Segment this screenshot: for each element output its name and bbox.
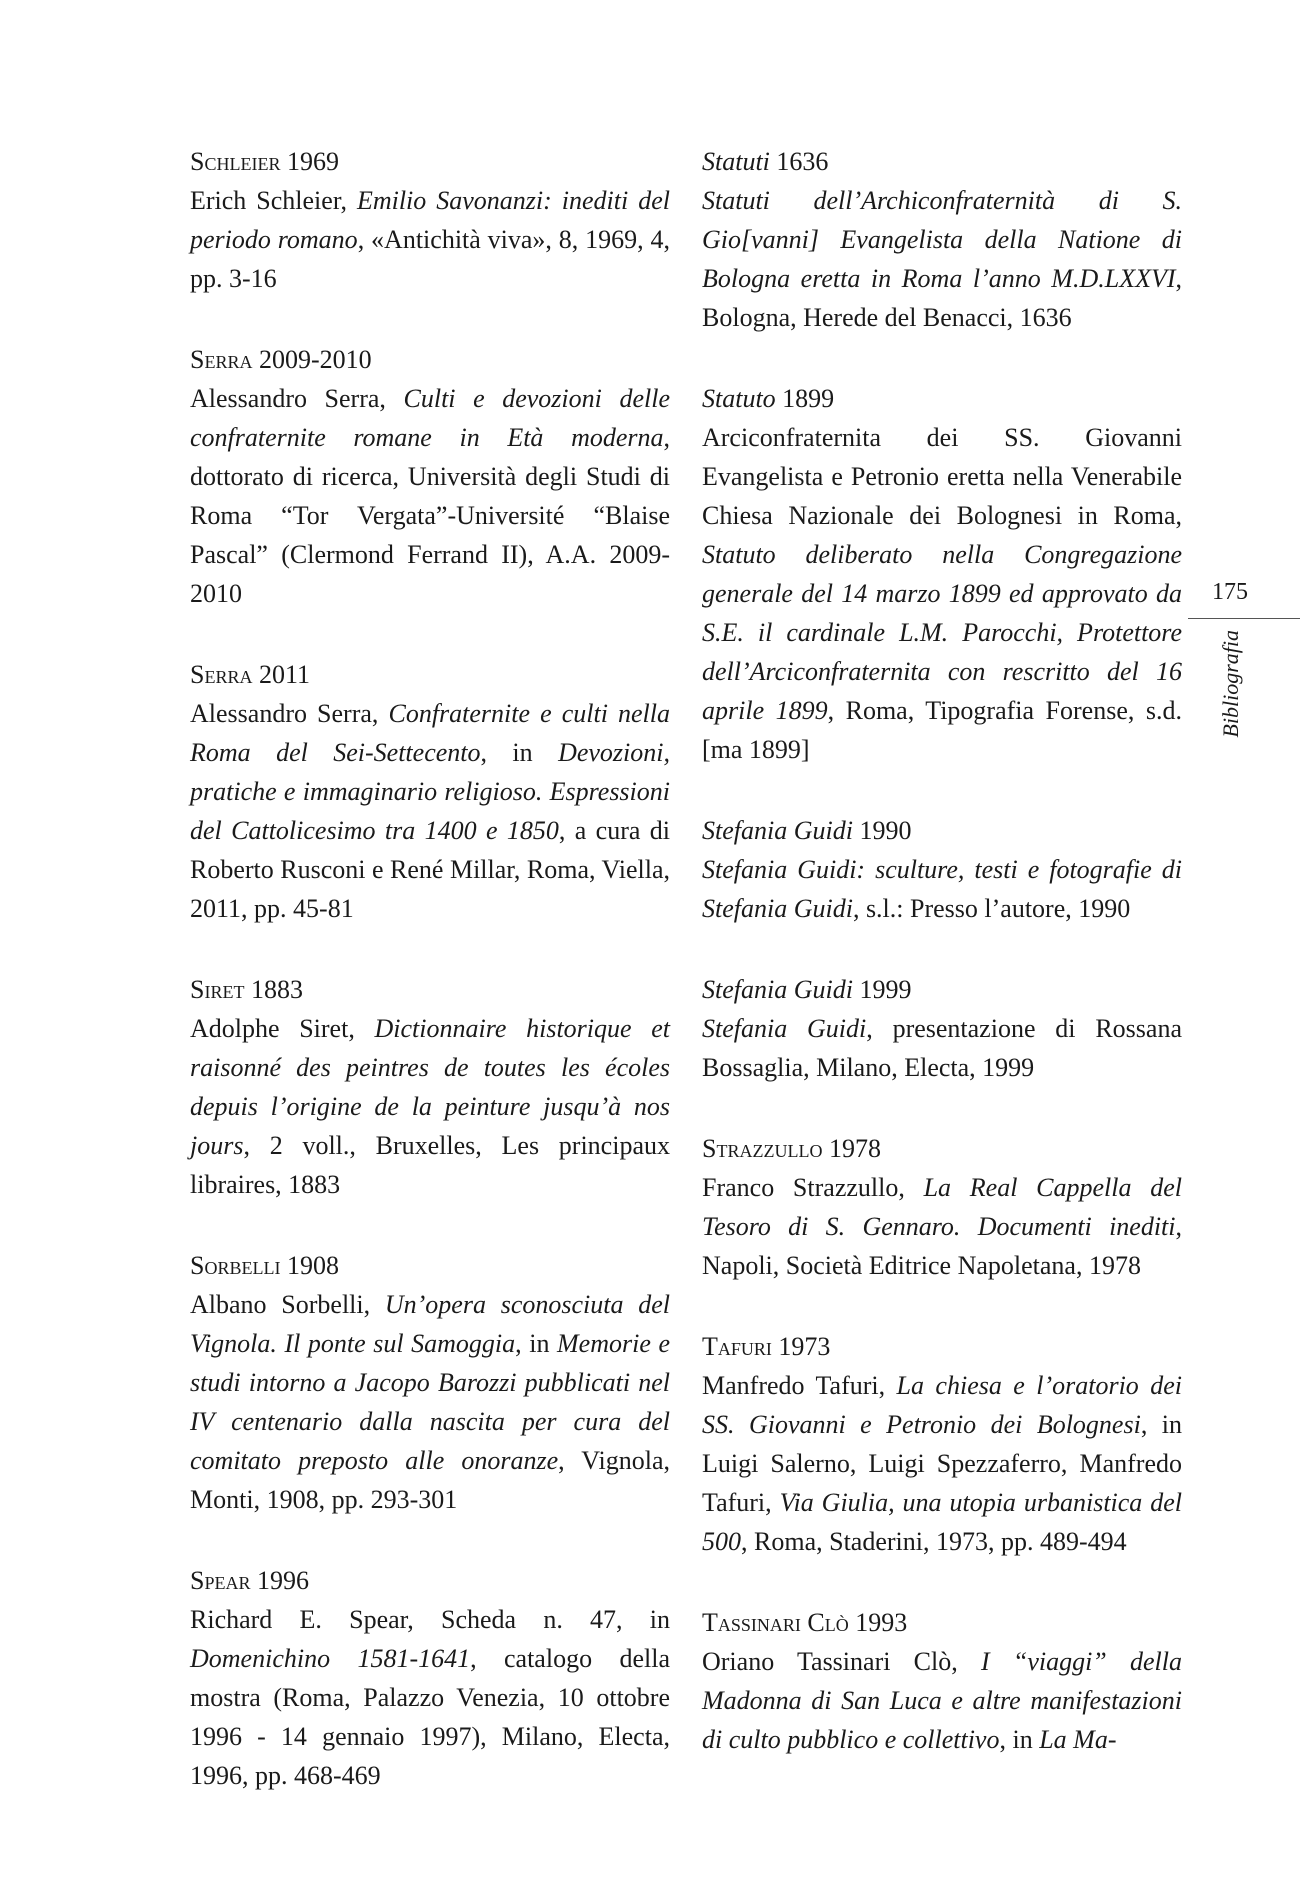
bibliography-entry [702, 1327, 1182, 1561]
text-run: , s.l.: Presso l’autore, 1990 [852, 894, 1131, 923]
entry-head-text: Siret 1883 [190, 975, 303, 1004]
italic-text: Dictionnaire historique et raisonné des peintres de toutes les écoles depuis l’origine de la peinture jusqu’à nos jours [190, 1014, 670, 1160]
text-run: , Bologna, Herede del Benacci, 1636 [702, 264, 1182, 332]
entry-short-title [702, 1129, 1182, 1168]
text-run: Alessandro Serra, [190, 699, 389, 728]
entry-short-title [702, 970, 1182, 1009]
margin-rule [1188, 618, 1300, 619]
bibliography-entry [702, 811, 1182, 928]
entry-citation [702, 418, 1182, 769]
text-run: Albano Sorbelli, [190, 1290, 385, 1319]
entry-short-title [702, 1327, 1182, 1366]
entry-citation [702, 1009, 1182, 1087]
entry-citation [702, 1168, 1182, 1285]
italic-text: Devozioni, pratiche e immaginario religioso. Espressioni del Cattolicesimo tra 1400 e 1850 [190, 738, 670, 845]
bibliography-entry [190, 1561, 670, 1795]
text-run: Franco Strazzullo, [702, 1173, 924, 1202]
italic-text: Stefania Guidi [702, 975, 853, 1004]
page-number: 175 [1212, 579, 1248, 605]
text-run: , Napoli, Società Editrice Napoletana, 1978 [702, 1212, 1182, 1280]
text-run: Adolphe Siret, [190, 1014, 375, 1043]
entry-head-text: Tafuri 1973 [702, 1332, 831, 1361]
italic-text: La Ma- [1039, 1725, 1117, 1754]
text-run: , 2 voll., Bruxelles, Les principaux libraires, 1883 [190, 1131, 670, 1199]
entry-short-title [702, 379, 1182, 418]
right-column [702, 142, 1182, 1801]
entry-short-title [190, 970, 670, 1009]
italic-text: Domenichino 1581-1641 [190, 1644, 471, 1673]
text-run: 1636 [769, 147, 829, 176]
text-run: , Roma, Tipografia Forense, s.d. [ma 1899] [702, 696, 1182, 764]
entry-citation [702, 1642, 1182, 1759]
italic-text: Statuto [702, 384, 776, 413]
bibliography-entry [190, 655, 670, 928]
entry-short-title [702, 811, 1182, 850]
text-run: Richard E. Spear, Scheda n. 47, in [190, 1605, 670, 1634]
entry-head-text: Strazzullo 1978 [702, 1134, 881, 1163]
entry-head-text: Spear 1996 [190, 1566, 309, 1595]
entry-head-text: Schleier 1969 [190, 147, 339, 176]
italic-text: Emilio Savonanzi: inediti del periodo romano [190, 186, 670, 254]
text-run: , a cura di Roberto Rusconi e René Millar, Roma, Viella, 2011, pp. 45-81 [190, 816, 670, 923]
text-run: , dottorato di ricerca, Università degli Studi di Roma “Tor Vergata”-Université “Blaise Pascal” (Clermond Ferrand II), A.A. 2009-2010 [190, 423, 670, 608]
entry-citation [190, 379, 670, 613]
italic-text: La chiesa e l’oratorio dei SS. Giovanni e Petronio dei Bolognesi [702, 1371, 1182, 1439]
text-run: Manfredo Tafuri, [702, 1371, 897, 1400]
text-run: Arciconfraternita dei SS. Giovanni Evangelista e Petronio eretta nella Venerabile Chiesa Nazionale dei Bolognesi in Roma, [702, 423, 1182, 530]
bibliography-entry [190, 142, 670, 298]
text-run: Alessandro Serra, [190, 384, 404, 413]
entry-short-title [190, 1561, 670, 1600]
text-run: Erich Schleier, [190, 186, 357, 215]
text-run: , in [480, 738, 559, 767]
entry-short-title [190, 142, 670, 181]
italic-text: Via Giulia, una utopia urbanistica del 500 [702, 1488, 1182, 1556]
entry-citation [190, 181, 670, 298]
entry-citation [190, 694, 670, 928]
italic-text: Un’opera sconosciuta del Vignola. Il ponte sul Samoggia [190, 1290, 670, 1358]
text-run: , «Antichità viva», 8, 1969, 4, pp. 3-16 [190, 225, 671, 293]
entry-head-text: Tassinari Clò 1993 [702, 1608, 908, 1637]
entry-citation [702, 1366, 1182, 1561]
italic-text: Statuti dell’Archiconfraternità di S. Gio[vanni] Evangelista della Natione di Bologna eretta in Roma l’anno M.D.LXXVI [702, 186, 1182, 293]
italic-text: Memorie e studi intorno a Jacopo Barozzi pubblicati nel IV centenario dalla nascita per cura del comitato preposto alle onoranze [190, 1329, 670, 1475]
italic-text: Stefania Guidi: sculture, testi e fotografie di Stefania Guidi [702, 855, 1182, 923]
entry-short-title [190, 655, 670, 694]
text-run: , Vignola, Monti, 1908, pp. 293-301 [190, 1446, 670, 1514]
italic-text: I “viaggi” della Madonna di San Luca e altre manifestazioni di culto pubblico e collettivo [702, 1647, 1182, 1754]
bibliography-entry [190, 340, 670, 613]
text-run: , in [515, 1329, 558, 1358]
entry-short-title [190, 340, 670, 379]
entry-head-text: Serra 2009-2010 [190, 345, 372, 374]
left-column [190, 142, 670, 1837]
entry-short-title [702, 142, 1182, 181]
text-run: 1999 [852, 975, 912, 1004]
italic-text: Stefania Guidi [702, 1014, 867, 1043]
entry-citation [702, 181, 1182, 337]
entry-citation [702, 850, 1182, 928]
entry-citation [190, 1600, 670, 1795]
bibliography-entry [702, 970, 1182, 1087]
text-run: 1899 [775, 384, 835, 413]
italic-text: Statuti [702, 147, 770, 176]
text-run: , in [999, 1725, 1040, 1754]
italic-text: Stefania Guidi [702, 816, 853, 845]
italic-text: Culti e devozioni delle confraternite romane in Età moderna [190, 384, 670, 452]
entry-short-title [702, 1603, 1182, 1642]
entry-short-title [190, 1246, 670, 1285]
bibliography-entry [190, 970, 670, 1204]
bibliography-entry [190, 1246, 670, 1519]
bibliography-entry [702, 379, 1182, 769]
entry-head-text: Sorbelli 1908 [190, 1251, 339, 1280]
italic-text: Statuto deliberato nella Congregazione generale del 14 marzo 1899 ed approvato da S.E. il cardinale L.M. Parocchi, Protettore dell’Arciconfraternita con rescritto del 16 aprile 1899 [702, 540, 1182, 725]
text-run: , Roma, Staderini, 1973, pp. 489-494 [741, 1527, 1127, 1556]
entry-citation [190, 1285, 670, 1519]
italic-text: La Real Cappella del Tesoro di S. Gennaro. Documenti inediti [702, 1173, 1183, 1241]
italic-text: Confraternite e culti nella Roma del Sei-Settecento [190, 699, 670, 767]
bibliography-entry [702, 142, 1182, 337]
entry-citation [190, 1009, 670, 1204]
text-run: , presentazione di Rossana Bossaglia, Milano, Electa, 1999 [702, 1014, 1182, 1082]
text-run: , in Luigi Salerno, Luigi Spezzaferro, Manfredo Tafuri, [702, 1410, 1182, 1517]
running-head: Bibliografia [1218, 630, 1243, 738]
text-run: , catalogo della mostra (Roma, Palazzo Venezia, 10 ottobre 1996 - 14 gennaio 1997), Milano, Electa, 1996, pp. 468-469 [190, 1644, 670, 1790]
entry-head-text: Serra 2011 [190, 660, 311, 689]
bibliography-entry [702, 1129, 1182, 1285]
text-run: Oriano Tassinari Clò, [702, 1647, 981, 1676]
text-run: 1990 [852, 816, 912, 845]
bibliography-entry [702, 1603, 1182, 1759]
